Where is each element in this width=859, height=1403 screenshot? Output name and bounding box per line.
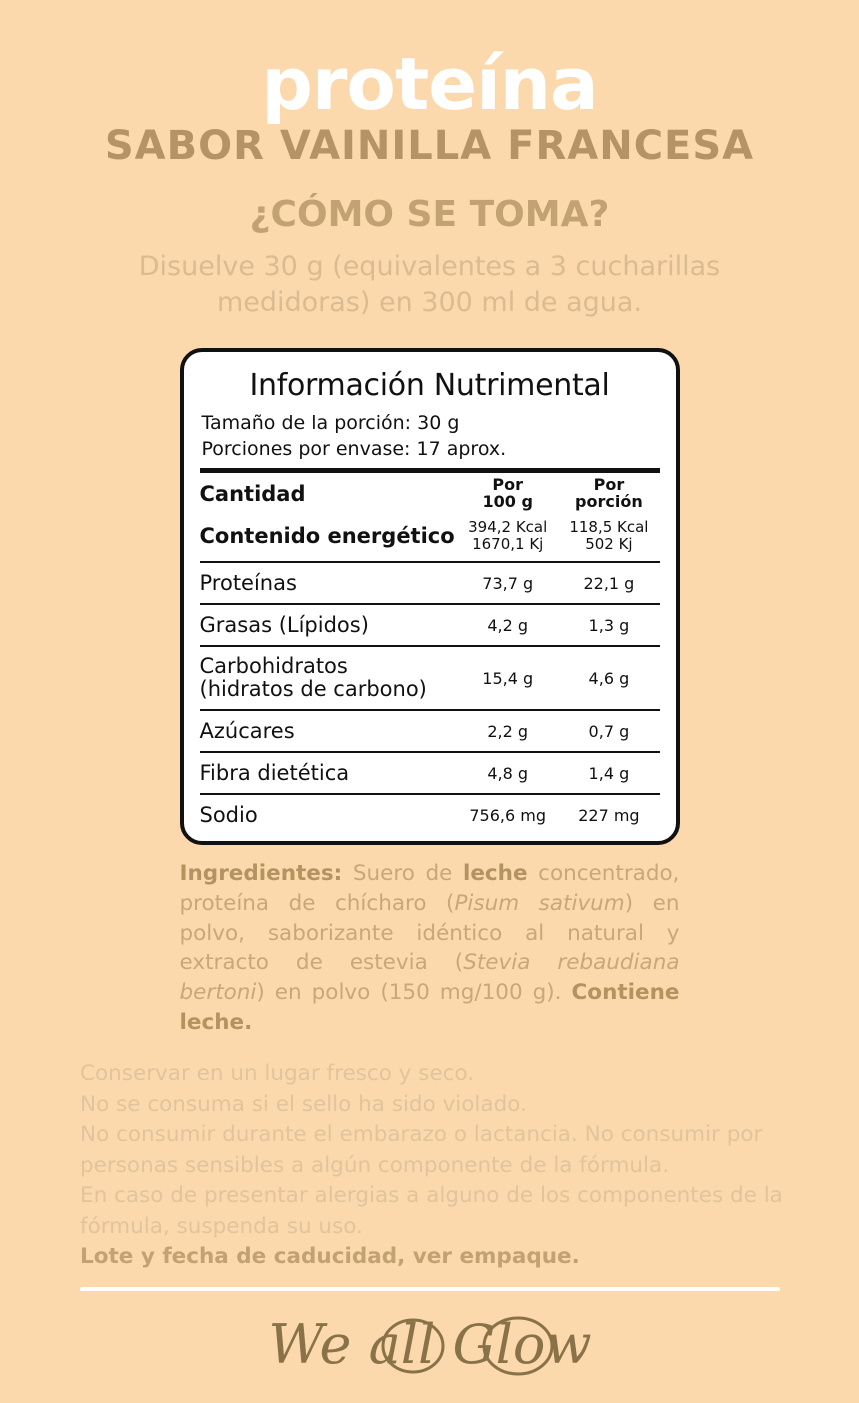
header-amount: Cantidad [199,481,306,506]
table-row [200,515,660,558]
carbohidratos-line1: Carbohidratos [199,654,348,679]
row-separator [200,747,660,757]
row-label-energy: Contenido energético [199,524,455,548]
brand-logo-icon [230,1301,630,1391]
warnings-block [80,1059,819,1273]
row-value-carbohidratos-100g: 15,4 g [482,668,534,688]
row-label-proteinas: Proteínas [199,571,297,596]
nutrition-table [200,473,660,831]
table-row [200,757,660,789]
row-value-proteinas-100g: 73,7 g [482,573,534,593]
ingredients-part2: concentrado, proteína de chícharo ( [179,861,680,917]
row-value-carbohidratos-serving: 4,6 g [588,668,630,688]
header-per-100g-line2: 100 g [482,491,533,511]
warning-line-storage: Conservar en un lugar fresco y seco. [80,1061,475,1087]
row-separator [200,599,660,609]
row-value-grasas-100g: 4,2 g [487,615,529,635]
ingredients-allergen-leche: leche [462,861,528,887]
row-separator [200,705,660,715]
warning-line-seal: No se consuma si el sello ha sido violado. [80,1091,527,1117]
ingredients-paragraph [180,859,680,1037]
ingredients-latin-pisum: Pisum sativum [454,891,625,917]
svg-text:We all Glow: We all Glow [267,1312,592,1376]
row-value-fibra-serving: 1,4 g [588,763,630,783]
row-label-fibra: Fibra dietética [199,761,350,786]
brand-logo [28,1301,831,1391]
table-row [200,715,660,747]
table-row [200,651,660,705]
energy-kj-100g: 1670,1 Kj [472,535,544,553]
row-separator [200,557,660,567]
table-row [200,799,660,831]
row-label-azucares: Azúcares [199,719,295,744]
warning-line-lot: Lote y fecha de caducidad, ver empaque. [80,1244,580,1270]
header-per-serving-line2: porción [575,491,643,511]
how-to-use-text: Disuelve 30 g (equivalentes a 3 cucharillas medidoras) en 300 ml de agua. [138,251,721,319]
row-separator [200,641,660,651]
energy-kj-serving: 502 Kj [585,535,633,553]
ingredients-label: Ingredientes: [179,861,343,887]
row-value-azucares-100g: 2,2 g [487,721,529,741]
row-value-proteinas-serving: 22,1 g [583,573,635,593]
header-per-100g [457,473,558,515]
row-label-grasas: Grasas (Lípidos) [199,613,369,638]
servings-per-container: Porciones por envase: 17 aprox. [201,437,507,460]
how-to-use-heading: ¿CÓMO SE TOMA? [249,194,610,235]
row-value-azucares-serving: 0,7 g [588,721,630,741]
row-value-fibra-100g: 4,8 g [487,763,529,783]
energy-kcal-serving: 118,5 Kcal [569,517,649,536]
serving-size: Tamaño de la porción: 30 g [201,411,460,434]
warning-line-allergies: En caso de presentar alergias a alguno de los componentes de la fórmula, suspenda su uso. [80,1183,783,1239]
row-label-sodio: Sodio [199,803,258,828]
table-row [200,609,660,641]
table-row [200,567,660,599]
nutrition-panel-wrapper [28,348,831,846]
row-label-carbohidratos [200,651,458,705]
warning-line-pregnancy: No consumir durante el embarazo o lactancia. No consumir por personas sensibles a algún componente de la fórmula. [80,1122,763,1178]
energy-kcal-100g: 394,2 Kcal [468,517,548,536]
header-per-serving-line1: Por [593,475,625,495]
ingredients-latin-stevia: Stevia rebaudiana bertoni [179,950,680,1006]
row-value-sodio-serving: 227 mg [578,805,640,825]
header-per-serving [558,473,659,515]
row-value-grasas-serving: 1,3 g [588,615,630,635]
ingredients-part1: Suero de [342,861,463,887]
page-title: proteína [261,42,598,126]
nutrition-panel [180,348,680,846]
flavor-subtitle: SABOR VAINILLA FRANCESA [104,123,755,169]
header-per-100g-line1: Por [492,475,523,495]
row-value-sodio-100g: 756,6 mg [469,805,547,825]
row-value-energy-100g [457,515,558,558]
row-separator [200,789,660,799]
footer-divider [80,1287,780,1291]
ingredients-part4: ) en polvo (150 mg/100 g). [256,980,572,1006]
ingredients-part3: ) en polvo, saborizante idéntico al natural y extracto de estevia ( [179,891,680,976]
nutrition-panel-title: Información Nutrimental [249,367,610,403]
row-value-energy-serving [558,515,659,558]
carbohidratos-line2: (hidratos de carbono) [199,677,427,702]
table-header-row [200,473,660,515]
ingredients-contains-milk: Contiene leche. [179,980,680,1035]
